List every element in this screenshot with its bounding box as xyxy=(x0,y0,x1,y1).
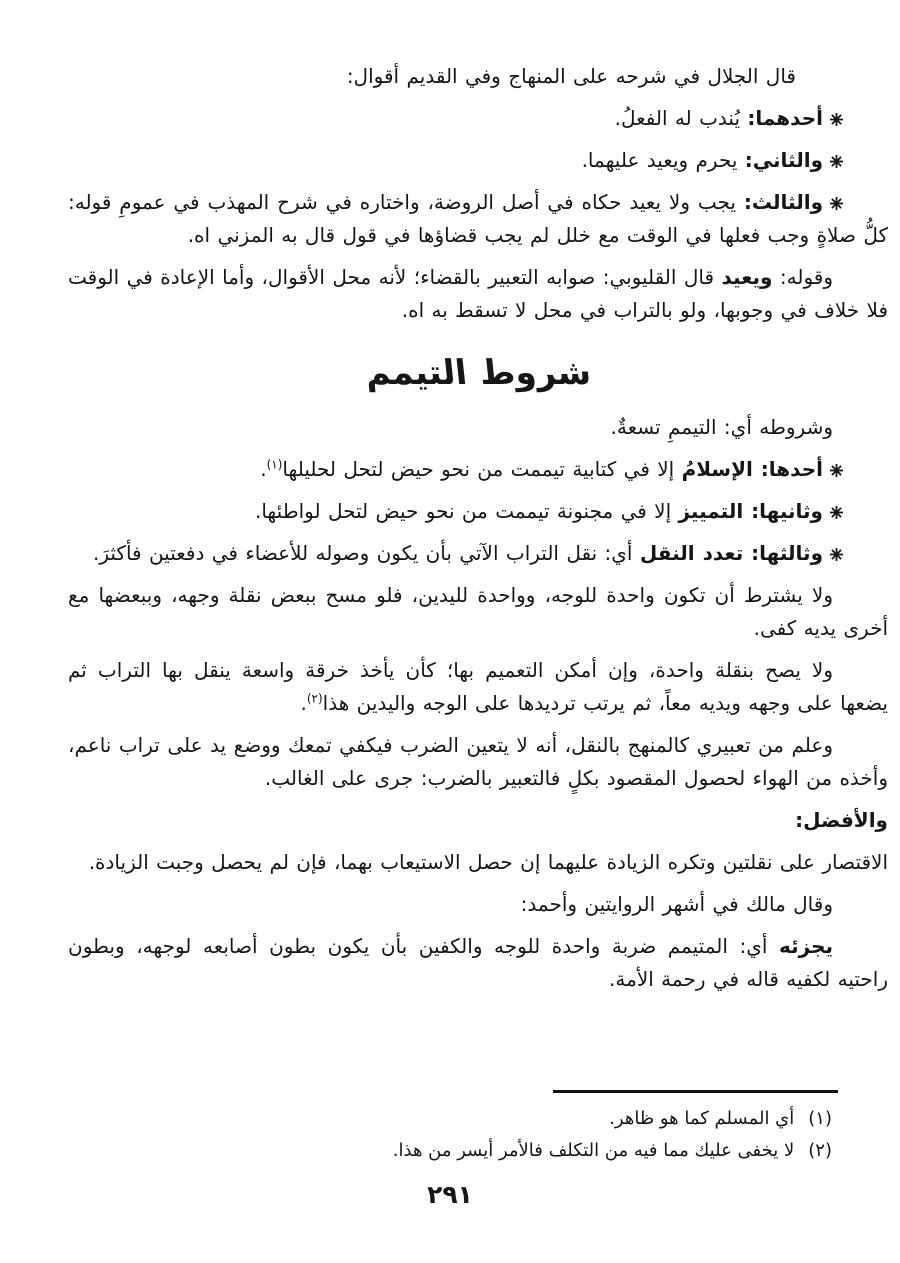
star-bullet-icon xyxy=(830,506,843,519)
bold-segment: وثالثها: تعدد النقل xyxy=(639,541,823,565)
text-segment: . xyxy=(300,691,307,715)
bullet-item xyxy=(68,495,888,528)
paragraph xyxy=(68,888,888,921)
bold-segment: والثالث: xyxy=(743,190,823,214)
text-segment: أي: المتيمم ضربة واحدة للوجه والكفين بأن يكون بطون أصابعه لوجهه، وبطون راحتيه لكفيه قاله في رحمة الأمة. xyxy=(68,934,888,991)
text-segment: وقال مالك في أشهر الروايتين وأحمد: xyxy=(520,892,833,916)
page-number: ٢٩١ xyxy=(427,1180,473,1209)
footnote-separator xyxy=(553,1090,838,1093)
paragraph xyxy=(68,411,888,444)
bold-segment: أحدها: الإسلامُ xyxy=(681,457,823,481)
bold-segment: يجزئه xyxy=(778,934,833,958)
text-segment: يحرم ويعيد عليهما. xyxy=(581,148,745,172)
footnotes-section xyxy=(68,1090,888,1167)
paragraph xyxy=(68,846,888,879)
text-segment: ولا يصح بنقلة واحدة، وإن أمكن التعميم بها؛ كأن يأخذ خرقة واسعة ينقل بها التراب ثم يضعها على وجهه ويديه معاً، ثم يرتب ترديدها على الوجه واليدين هذا xyxy=(68,658,888,715)
bullet-item xyxy=(68,453,888,486)
footnote-ref: (١) xyxy=(266,457,283,472)
star-bullet-icon xyxy=(830,197,843,210)
text-segment: الاقتصار على نقلتين وتكره الزيادة عليهما إن حصل الاستيعاب بهما، فإن لم يحصل وجبت الزيادة. xyxy=(88,850,888,874)
text-segment: وقوله: xyxy=(772,265,833,289)
paragraph xyxy=(68,804,888,837)
paragraph xyxy=(68,654,888,720)
paragraph xyxy=(68,261,888,327)
footnote-ref: (٢) xyxy=(306,691,323,706)
text-segment: قال القليوبي: صوابه التعبير بالقضاء؛ لأنه محل الأقوال، وأما الإعادة في الوقت فلا خلاف في وجوبها، ولو بالتراب في محل لا تسقط به اه. xyxy=(68,265,888,322)
text-segment: وعلم من تعبيري كالمنهج بالنقل، أنه لا يتعين الضرب فيكفي تمعك ووضع يد على تراب ناعم، وأخذه من الهواء لحصول المقصود بكلٍ فالتعبير بالضرب: جرى على الغالب. xyxy=(68,733,888,790)
bullet-item xyxy=(68,186,888,252)
paragraph xyxy=(68,729,888,795)
text-segment: إلا في كتابية تيممت من نحو حيض لتحل لحليلها xyxy=(282,457,682,481)
text-segment: وشروطه أي: التيممِ تسعةٌ. xyxy=(610,415,833,439)
star-bullet-icon xyxy=(830,548,843,561)
section-heading: شروط التيمم xyxy=(363,353,593,393)
footnote-1-marker: (١) xyxy=(808,1108,832,1129)
bold-segment: ويعيد xyxy=(721,265,773,289)
bullet-item xyxy=(68,144,888,177)
star-bullet-icon xyxy=(830,113,843,126)
text-segment: يجب ولا يعيد حكاه في أصل الروضة، واختاره في شرح المهذب في عمومِ قوله: كلُّ صلاةٍ وجب فعلها في الوقت مع خلل لم يجب قضاؤها في قول قال به المزني اه. xyxy=(68,190,888,247)
paragraph xyxy=(68,60,888,93)
text-segment: إلا في مجنونة تيممت من نحو حيض لتحل لواطئها. xyxy=(254,499,679,523)
bold-segment: وثانيها: التمييز xyxy=(678,499,823,523)
bullet-item xyxy=(68,102,888,135)
page-body xyxy=(68,60,888,1005)
bold-segment: والثاني: xyxy=(744,148,823,172)
bold-segment: أحدهما: xyxy=(747,106,823,130)
text-segment: أي: نقل التراب الآتي بأن يكون وصوله للأعضاء في دفعتين فأكثرَ. xyxy=(93,541,640,565)
star-bullet-icon xyxy=(830,464,843,477)
text-segment: يُندب له الفعلُ. xyxy=(614,106,748,130)
text-segment: ولا يشترط أن تكون واحدة للوجه، وواحدة لليدين، فلو مسح ببعض نقلة وجهه، وببعضها مع أخرى يديه كفى. xyxy=(68,583,888,640)
footnote-1 xyxy=(68,1103,888,1135)
paragraph xyxy=(68,930,888,996)
text-segment: قال الجلال في شرحه على المنهاج وفي القديم أقوال: xyxy=(346,64,796,88)
footnote-2-text: لا يخفى عليك مما فيه من التكلف فالأمر أيسر من هذا. xyxy=(392,1140,795,1161)
footnote-2-marker: (٢) xyxy=(808,1140,832,1161)
text-segment: . xyxy=(260,457,267,481)
bullet-item xyxy=(68,537,888,570)
footnote-1-text: أي المسلم كما هو ظاهر. xyxy=(609,1108,795,1129)
bold-segment: والأفضل: xyxy=(795,808,888,832)
star-bullet-icon xyxy=(830,155,843,168)
footnote-2 xyxy=(68,1135,888,1167)
paragraph xyxy=(68,579,888,645)
